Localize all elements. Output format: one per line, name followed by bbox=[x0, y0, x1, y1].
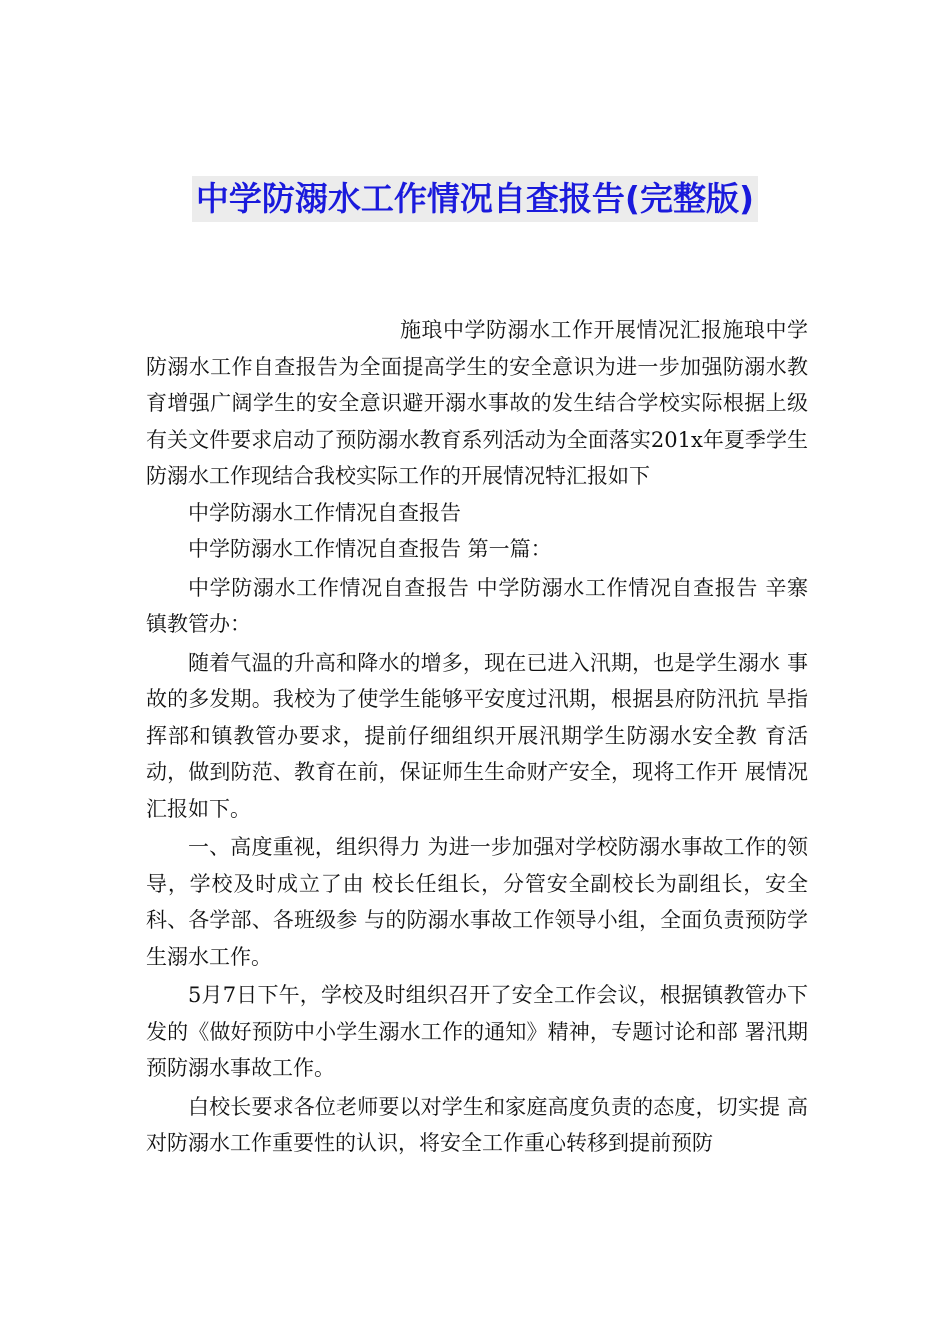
paragraph-addressee: 中学防溺水工作情况自查报告 中学防溺水工作情况自查报告 辛寨镇教管办： bbox=[146, 575, 808, 636]
paragraph-section-one: 一、高度重视，组织得力 为进一步加强对学校防溺水事故工作的领导，学校及时成立了由 校长任组长，分管安全副校长为副组长，安全科、各学部、各班级参 与的防溺水事故工作领导小组，全面负责预防学生溺水工作。 bbox=[146, 835, 808, 969]
paragraph-principal: 白校长要求各位老师要以对学生和家庭高度负责的态度，切实提 高对防溺水工作重要性的认识，将安全工作重心转移到提前预防 bbox=[146, 1094, 808, 1155]
document-title: 中学防溺水工作情况自查报告(完整版) bbox=[192, 176, 758, 222]
paragraph-flood-season: 随着气温的升高和降水的增多，现在已进入汛期，也是学生溺水 事故的多发期。我校为了使学生能够平安度过汛期，根据县府防汛抗 旱指挥部和镇教管办要求，提前仔细组织开展汛期学生防溺水安全教 育活动，做到防范、教育在前，保证师生生命财产安全，现将工作开 展情况汇报如下。 bbox=[146, 650, 808, 821]
paragraph-meeting: 5月7日下午，学校及时组织召开了安全工作会议，根据镇教管办下发的《做好预防中小学生溺水工作的通知》精神，专题讨论和部 署汛期预防溺水事故工作。 bbox=[146, 983, 808, 1080]
paragraph-intro: 施琅中学防溺水工作开展情况汇报施琅中学防溺水工作自查报告为全面提高学生的安全意识为进一步加强防溺水教育增强广阔学生的安全意识避开溺水事故的发生结合学校实际根据上级有关文件要求启动了预防溺水教育系列活动为全面落实201x年夏季学生防溺水工作现结合我校实际工作的开展情况特汇报如下 bbox=[146, 318, 808, 488]
title-container bbox=[0, 176, 950, 222]
document-body bbox=[146, 312, 808, 1162]
paragraph-part-one: 中学防溺水工作情况自查报告 第一篇： bbox=[188, 537, 552, 561]
paragraph-heading: 中学防溺水工作情况自查报告 bbox=[188, 500, 461, 525]
